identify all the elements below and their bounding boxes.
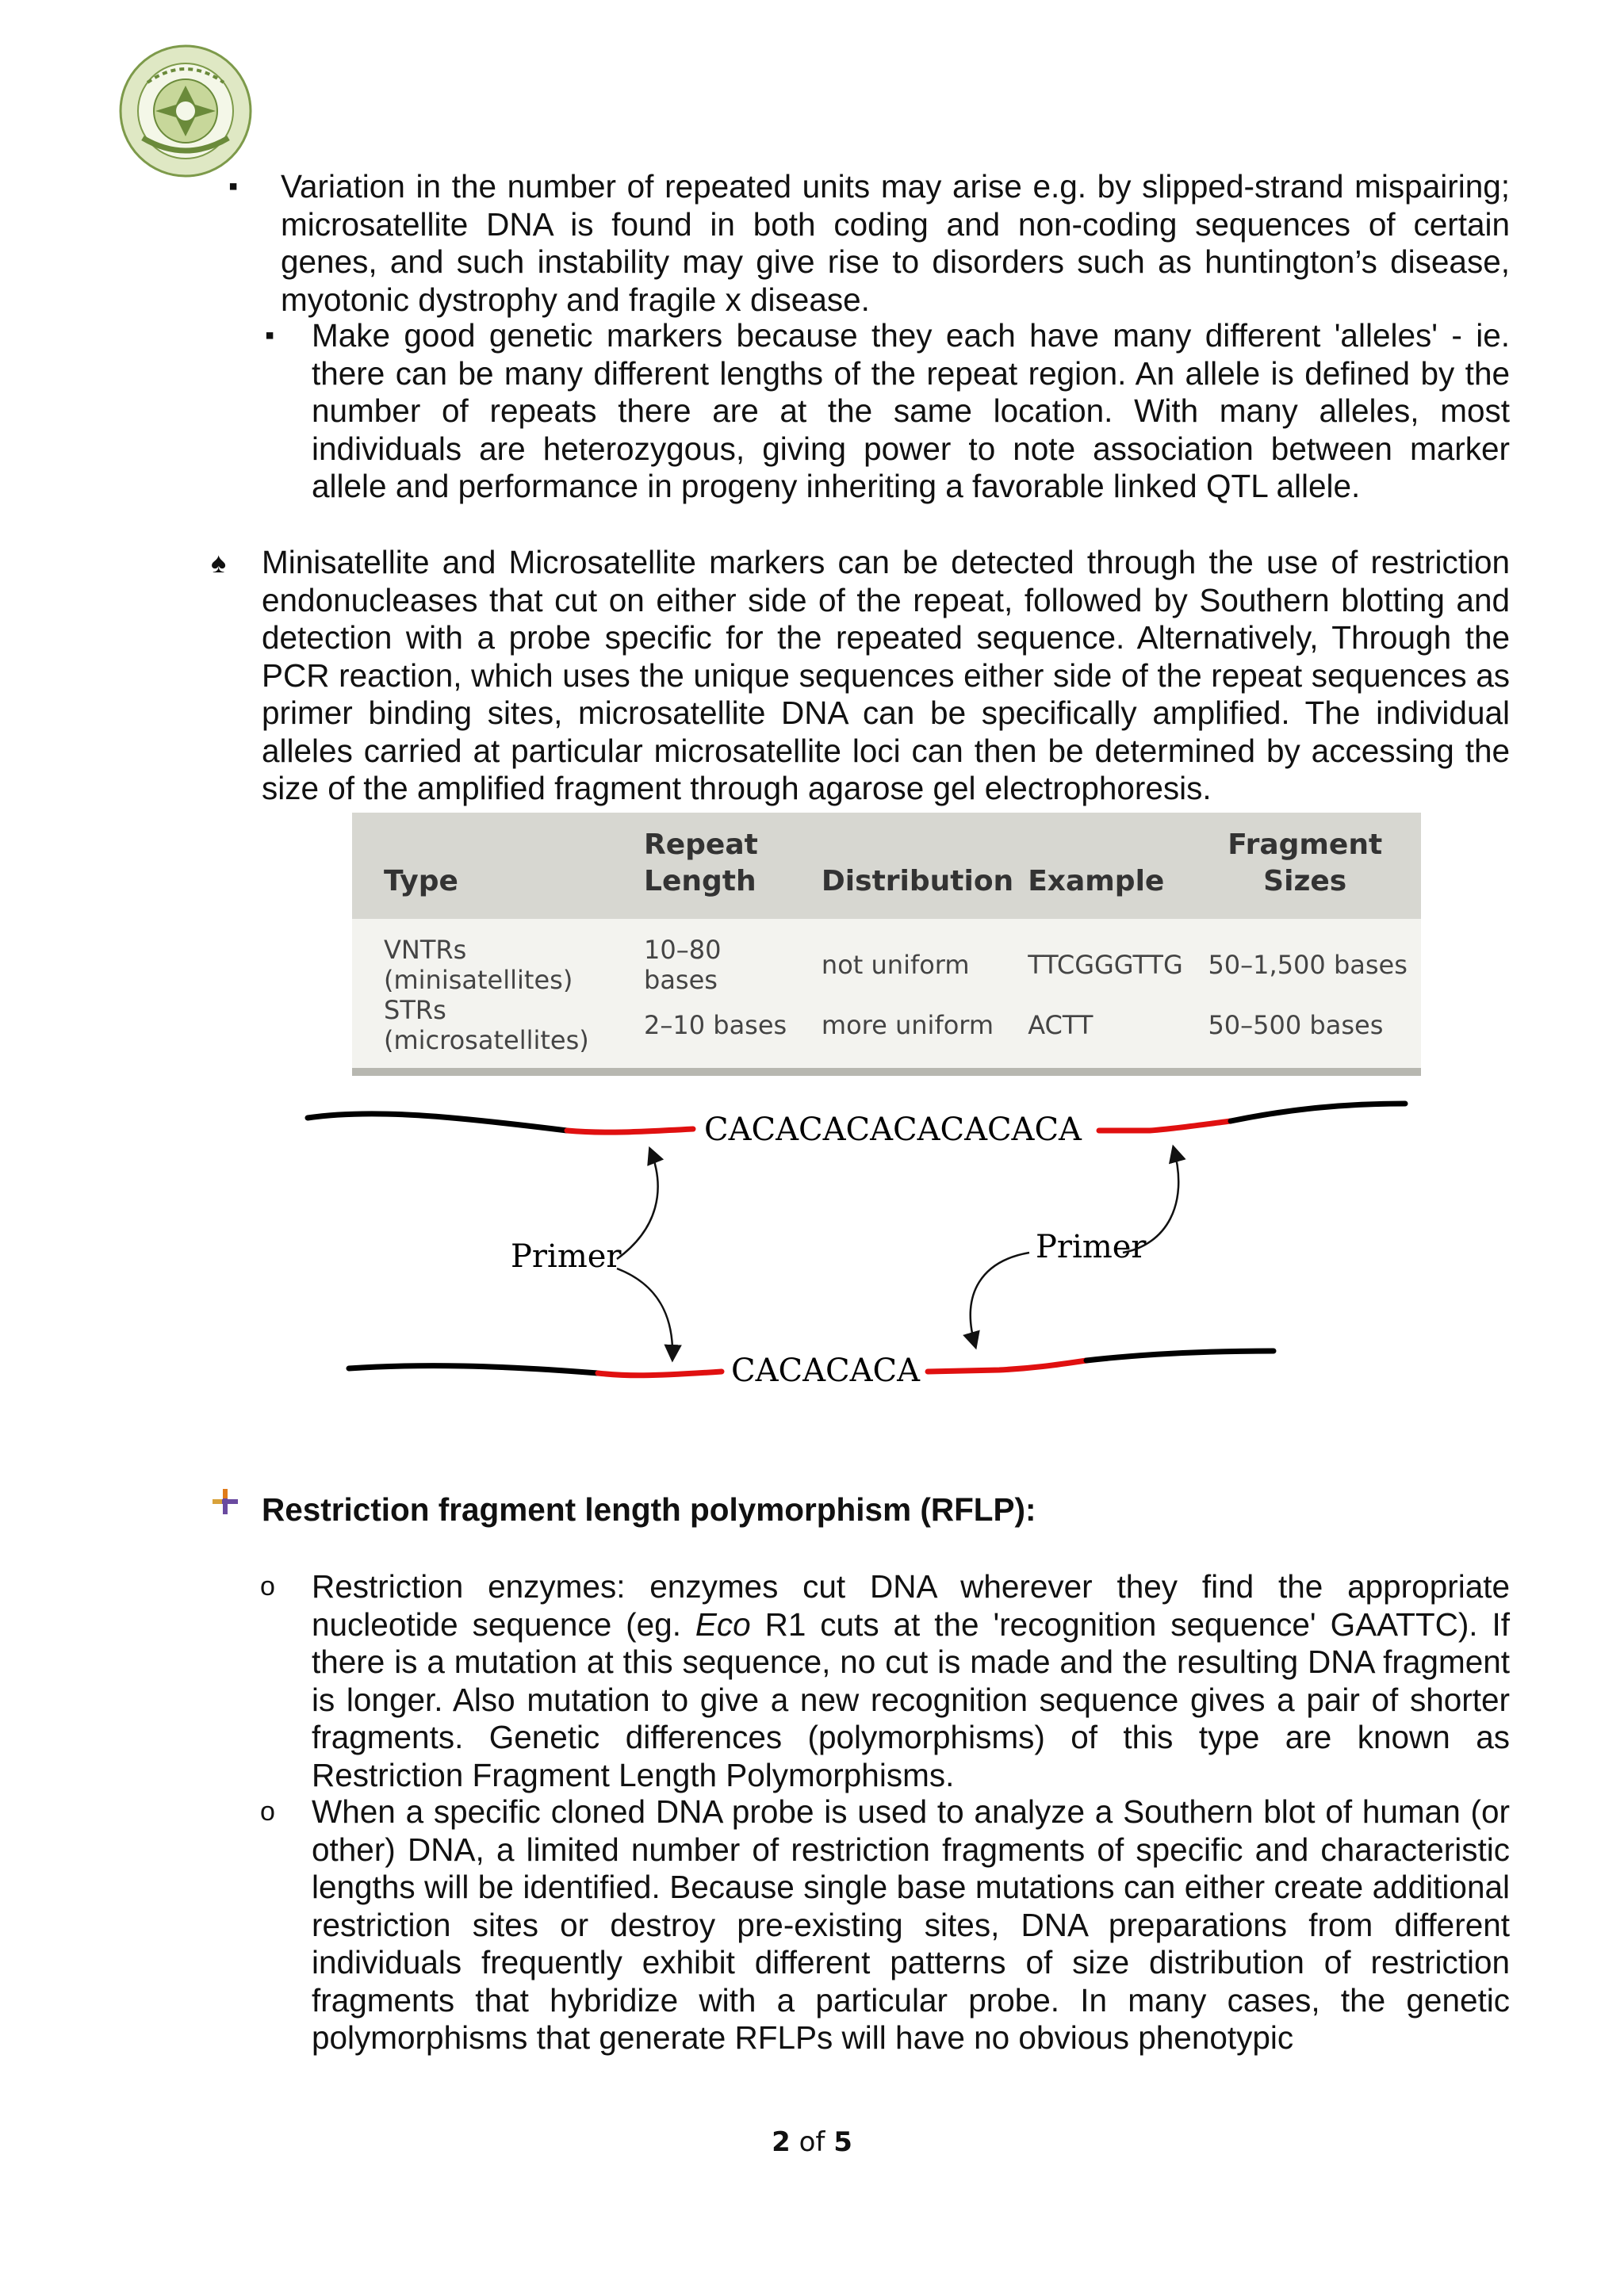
header-type: Type [352,813,622,919]
circle-bullet-2: o [260,1797,275,1827]
university-logo [119,44,252,178]
cell-distribution: not uniform [791,919,1013,995]
bottom-primer-right [928,1360,1086,1372]
square-bullet-1: ▪ [228,171,239,201]
top-strand-left [308,1114,567,1131]
bottom-strand-left [349,1366,598,1373]
bottom-sequence: CACACACA [731,1353,920,1389]
intro-bullet-2: Make good genetic markers because they each have many different 'alleles' - ie. there can be many different lengths of the repeat region. An allele is defined by the number of repeats there are at the same location. With many alleles, most individuals are heterozygous, giving power to note association between marker allele and performance in progeny inheriting a favorable linked QTL allele. [312,317,1510,504]
header-example: Example [1013,813,1189,919]
circle-bullet-1: o [260,1571,275,1601]
repeat-types-table [352,813,1421,1076]
intro-bullet-1: Variation in the number of repeated units may arise e.g. by slipped-strand mispairing; microsatellite DNA is found in both coding and non-coding sequences of certain genes, and such instability may give rise to disorders such as huntington’s disease, myotonic dystrophy and fragile x disease. [281,168,1510,318]
cell-fragment-sizes: 50–500 bases [1189,995,1421,1068]
rflp-heading: Restriction fragment length polymorphism (RFLP): [262,1491,1036,1528]
top-primer-left [567,1129,693,1132]
cell-repeat-length: 10–80 bases [622,919,791,995]
cell-type: STRs (microsatellites) [352,995,622,1068]
header-fragment-sizes: Fragment Sizes [1189,813,1421,919]
left-arrow-down [617,1269,672,1359]
rflp-item-1: Restriction enzymes: enzymes cut DNA wherever they find the appropriate nucleotide sequence (eg. Eco R1 cuts at the 'recognition sequence' GAATTC). If there is a mutation at this sequence, no cut is made and the resulting DNA fragment is longer. Also mutation to give a new recognition sequence gives a pair of shorter fragments. Genetic differences (polymorphisms) of this type are known as Restriction Fragment Length Polymorphisms. [312,1568,1510,1793]
header-distribution: Distribution [791,813,1013,919]
eco-italic: Eco [695,1605,751,1643]
university-seal-icon [119,44,252,178]
pcr-primer-diagram [301,1086,1427,1411]
page-number: 2 of 5 [772,2126,852,2158]
cell-repeat-length: 2–10 bases [622,995,791,1068]
bottom-strand-right [1086,1351,1274,1360]
right-primer-label: Primer [1036,1229,1147,1265]
cell-type: VNTRs (minisatellites) [352,919,622,995]
table-row [352,995,1421,1068]
bottom-primer-left [598,1372,722,1376]
rflp-item-2: When a specific cloned DNA probe is used to analyze a Southern blot of human (or other) DNA, a limited number of restriction fragments of specific and characteristic lengths will be identified. Because single base mutations can either create additional restriction sites or destroy pre-existing sites, DNA preparations from different individuals frequently exhibit different patterns of size distribution of restriction fragments that hybridize with a particular probe. In many cases, the genetic polymorphisms that generate RFLPs will have no obvious phenotypic [312,1793,1510,2056]
square-bullet-2: ▪ [265,320,275,350]
spade-bullet-icon: ♠ [211,546,227,579]
detection-paragraph: Minisatellite and Microsatellite markers can be detected through the use of restriction endonucleases that cut on either side of the repeat, followed by Southern blotting and detection with a probe specific for the repeated sequence. Alternatively, Through the PCR reaction, which uses the unique sequences either side of the repeat sequences as primer binding sites, microsatellite DNA can be specifically amplified. The individual alleles carried at particular microsatellite loci can then be determined by accessing the size of the amplified fragment through agarose gel electrophoresis. [262,544,1510,806]
cell-distribution: more uniform [791,995,1013,1068]
table-bottom-rule [352,1068,1421,1076]
header-repeat-length: Repeat Length [622,813,791,919]
left-primer-label: Primer [511,1238,622,1275]
pin-bullet-icon [211,1487,239,1516]
table-header-row [352,813,1421,919]
cell-fragment-sizes: 50–1,500 bases [1189,919,1421,995]
cell-example: TTCGGGTTG [1013,919,1189,995]
top-sequence: CACACACACACACACA [704,1112,1082,1148]
top-primer-right [1099,1121,1231,1131]
table-row [352,919,1421,995]
top-strand-right [1231,1104,1405,1121]
left-arrow-up [617,1150,658,1259]
cell-example: ACTT [1013,995,1189,1068]
right-arrow-down [971,1253,1029,1346]
